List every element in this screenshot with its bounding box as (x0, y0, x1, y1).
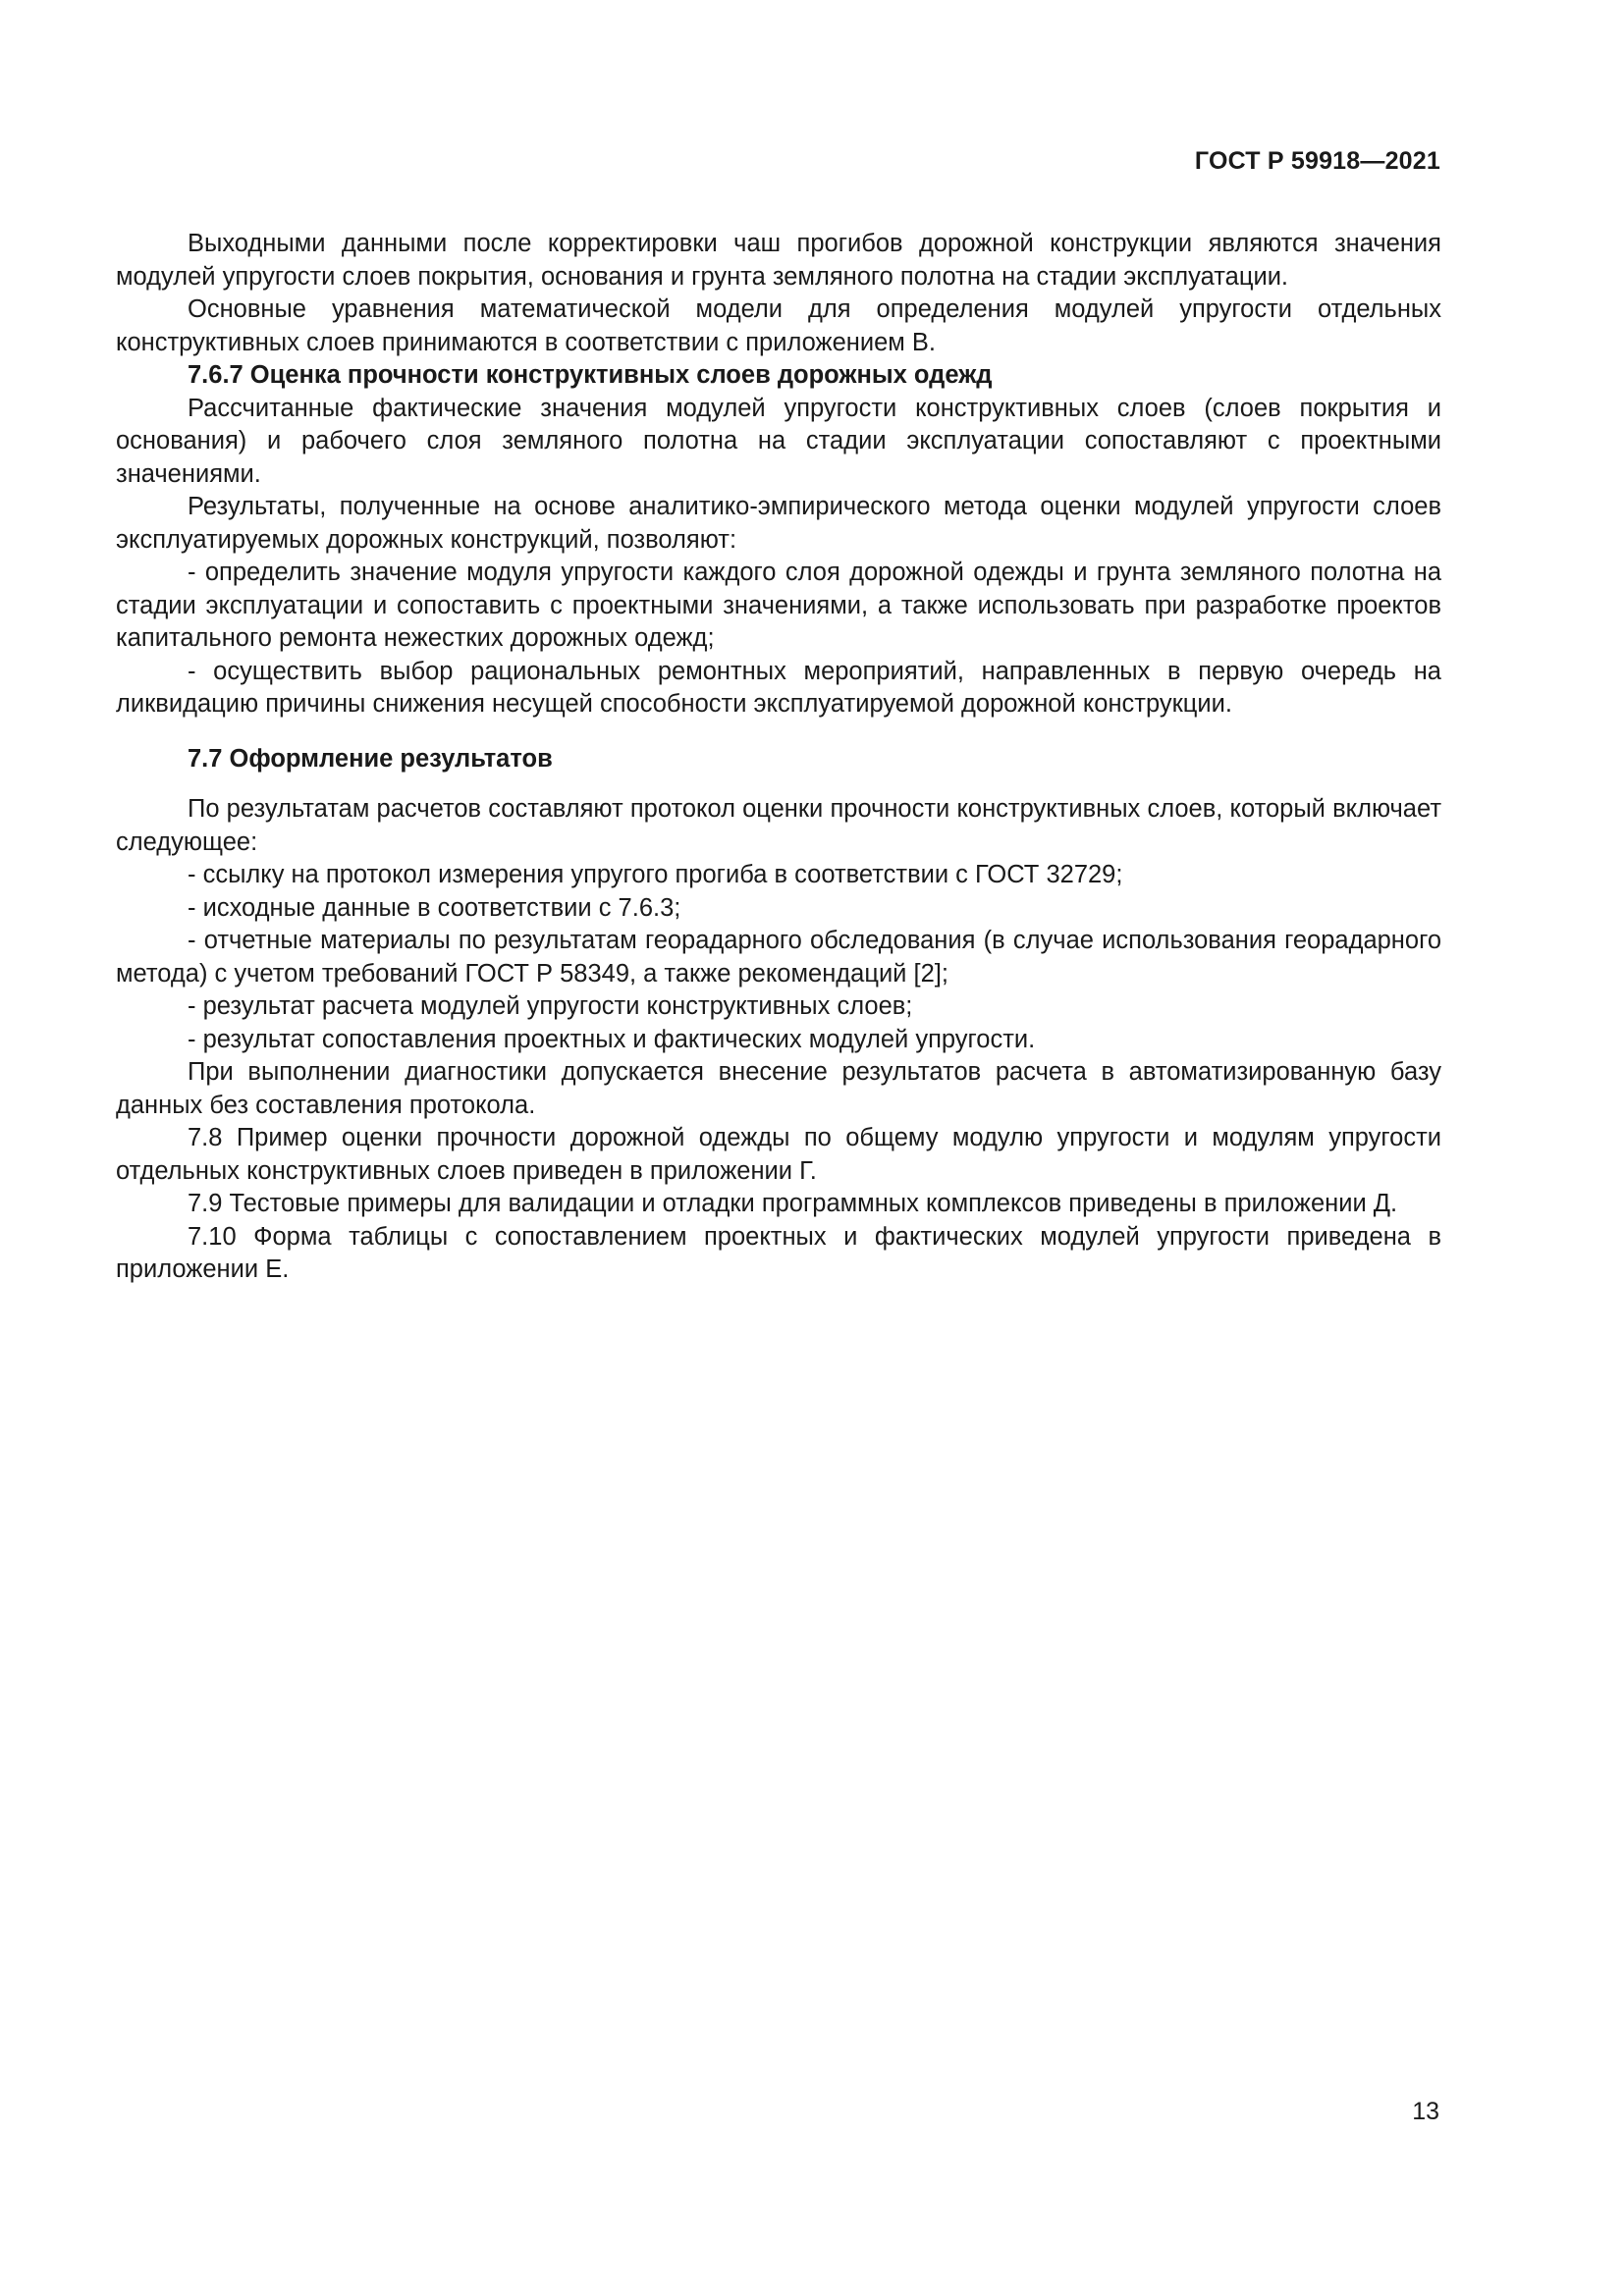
list-item-select-repairs: - осуществить выбор рациональных ремонтных мероприятий, направленных в первую очередь на ликвидацию причины снижения несущей способности эксплуатируемой дорожной конструкции. (116, 657, 1441, 718)
paragraph-7-9: 7.9 Тестовые примеры для валидации и отладки программных комплексов приведены в приложении Д. (188, 1190, 1398, 1217)
paragraph-calculated-values: Рассчитанные фактические значения модулей упругости конструктивных слоев (слоев покрытия и основания) и рабочего слоя земляного полотна на стадии эксплуатации сопоставляют с проектными значениями. (116, 394, 1441, 488)
list-item-protocol-reference: - ссылку на протокол измерения упругого прогиба в соответствии с ГОСТ 32729; (188, 861, 1123, 888)
paragraph-7-8: 7.8 Пример оценки прочности дорожной одежды по общему модулю упругости и модулям упругости отдельных конструктивных слоев приведен в приложении Г. (116, 1124, 1441, 1185)
list-item-input-data: - исходные данные в соответствии с 7.6.3; (188, 893, 681, 922)
section-heading-7-7: 7.7 Оформление результатов (188, 744, 553, 773)
subsection-heading-7-6-7: 7.6.7 Оценка прочности конструктивных слоев дорожных одежд (188, 361, 993, 389)
paragraph-protocol-includes: По результатам расчетов составляют протокол оценки прочности конструктивных слоев, который включает следующее: (116, 795, 1441, 856)
page-number: 13 (1412, 2098, 1439, 2125)
paragraph-results-allow: Результаты, полученные на основе аналитико-эмпирического метода оценки модулей упругости слоев эксплуатируемых дорожных конструкций, позволяют: (116, 493, 1441, 554)
list-item-comparison-result: - результат сопоставления проектных и фактических модулей упругости. (188, 1025, 1036, 1053)
document-code-header: ГОСТ Р 59918—2021 (1194, 147, 1440, 175)
list-item-gpr-materials: - отчетные материалы по результатам георадарного обследования (в случае использования георадарного метода) с учетом требований ГОСТ Р 58349, а также рекомендаций [2]; (116, 927, 1441, 988)
paragraph-database-entry: При выполнении диагностики допускается внесение результатов расчета в автоматизированную базу данных без составления протокола. (116, 1058, 1441, 1119)
paragraph-7-10: 7.10 Форма таблицы с сопоставлением проектных и фактических модулей упругости приведена в приложении Е. (116, 1222, 1441, 1283)
list-item-determine-modulus: - определить значение модуля упругости каждого слоя дорожной одежды и грунта земляного полотна на стадии эксплуатации и сопоставить с проектными значениями, а также использовать при разработке проектов капитального ремонта нежестких дорожных одежд; (116, 559, 1441, 652)
paragraph-output-data: Выходными данными после корректировки чаш прогибов дорожной конструкции являются значения модулей упругости слоев покрытия, основания и грунта земляного полотна на стадии эксплуатации. (116, 230, 1441, 291)
paragraph-main-equations: Основные уравнения математической модели для определения модулей упругости отдельных конструктивных слоев принимаются в соответствии с приложением В. (116, 295, 1441, 356)
document-body (116, 228, 1441, 1287)
list-item-modulus-result: - результат расчета модулей упругости конструктивных слоев; (188, 992, 913, 1020)
